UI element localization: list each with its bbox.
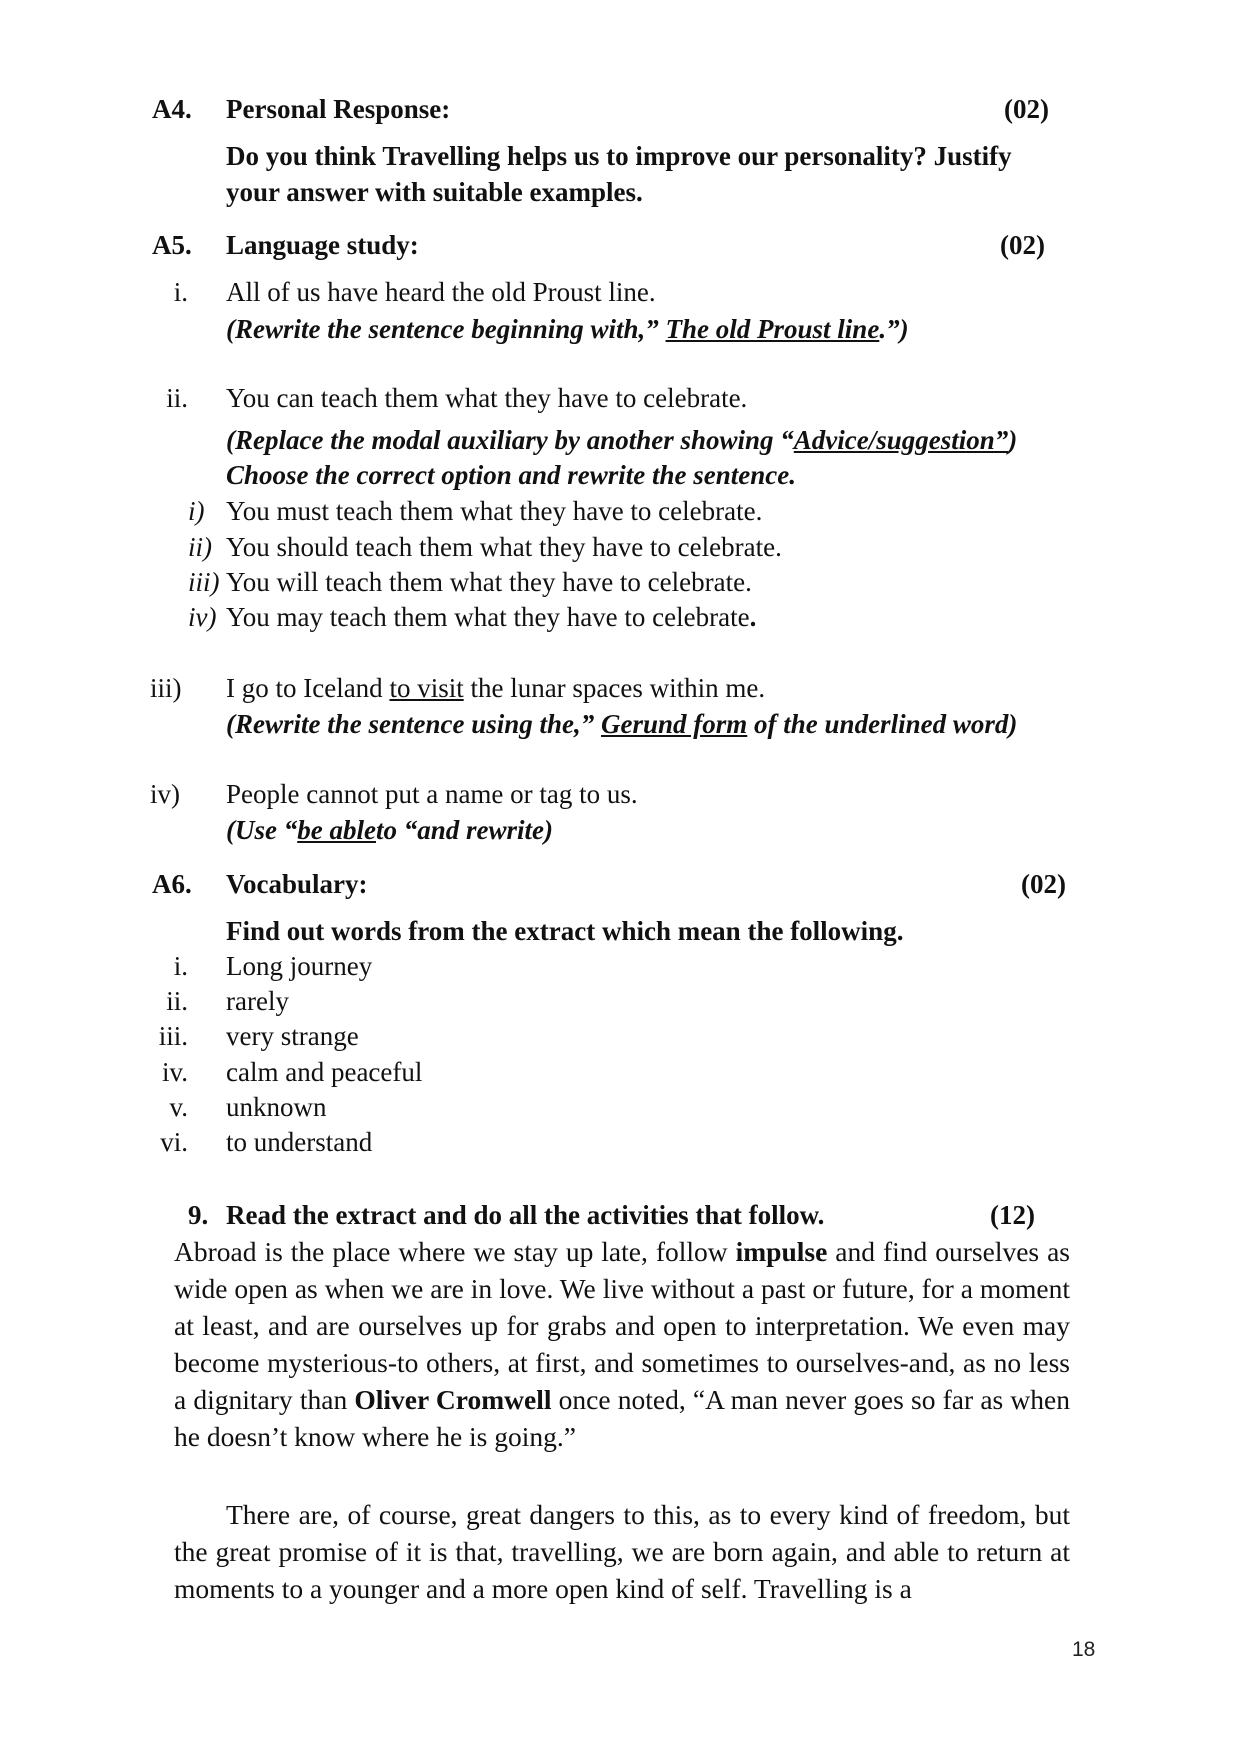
a5-q2-option-text: You will teach them what they have to celebrate. [226,567,752,597]
a5-q1-number: i. [173,277,188,307]
a5-q2-instruction-line2: Choose the correct option and rewrite the sentence. [226,460,796,490]
a5-q2-option-number: i) [188,496,205,526]
a5-q2-sentence: You can teach them what they have to celebrate. [226,383,748,413]
a6-item-number: i. [173,951,188,981]
a5-q2-option-number: iii) [188,567,220,597]
a5-q2-option-number: ii) [188,532,212,562]
a5-q1-sentence: All of us have heard the old Proust line. [226,277,656,307]
a5-q3-instruction: (Rewrite the sentence using the,” Gerund form of the underlined word) [226,709,1018,739]
a4-label: A4. [152,94,192,124]
a4-question-line2: your answer with suitable examples. [226,177,643,207]
a6-item-text: very strange [226,1021,359,1051]
a6-item-number: vi. [160,1127,188,1157]
a5-q2-option-number: iv) [188,602,217,632]
a5-q4-number: iv) [150,779,180,809]
a6-item-number: v. [169,1092,188,1122]
a4-marks: (02) [1004,94,1049,124]
a5-q4-instruction: (Use “be ableto “and rewrite) [226,815,553,845]
a6-item-text: rarely [226,986,289,1016]
a6-marks: (02) [1021,869,1066,899]
a5-label: A5. [152,230,192,260]
a5-q3-number: iii) [150,673,182,703]
a5-q2-number: ii. [166,383,188,413]
a6-item-text: to understand [226,1127,373,1157]
a6-item-text: Long journey [226,951,373,981]
a5-marks: (02) [1000,230,1045,260]
a6-item-text: unknown [226,1092,327,1122]
a6-item-number: iv. [162,1057,188,1087]
q9-title: Read the extract and do all the activities that follow. [226,1200,825,1230]
a5-q2-option-text: You may teach them what they have to celebrate. [226,602,757,632]
a5-q2-option-text: You should teach them what they have to celebrate. [226,532,782,562]
a6-item-number: ii. [166,986,188,1016]
a5-q1-instruction: (Rewrite the sentence beginning with,” The old Proust line.”) [226,314,909,344]
q9-number: 9. [188,1200,209,1230]
a6-title: Vocabulary: [226,869,368,899]
q9-marks: (12) [990,1200,1035,1230]
a5-q3-sentence: I go to Iceland to visit the lunar spaces within me. [226,673,766,703]
a5-q2-instruction: (Replace the modal auxiliary by another showing “Advice/suggestion”) [226,425,1018,455]
a6-item-text: calm and peaceful [226,1057,423,1087]
a5-q2-option-text: You must teach them what they have to celebrate. [226,496,763,526]
extract-paragraph-1: Abroad is the place where we stay up late, follow impulse and find ourselves as wide open as when we are in love. We live without a past or future, for a moment at least, and are ourselves up for grabs and open to interpretation. We even may become mysterious-to others, at first, and sometimes to ourselves-and, as no less a dignitary than Oliver Cromwell once noted, “A man never goes so far as when he doesn’t know where he is going.” [174,1236,1071,1452]
extract-paragraph-2: There are, of course, great dangers to this, as to every kind of freedom, but the great promise of it is that, travelling, we are born again, and able to return at moments to a younger and a more open kind of self. Travelling is a [174,1499,1070,1604]
a6-item-number: iii. [158,1021,188,1051]
page-number: 18 [1072,1638,1096,1661]
a6-instruction: Find out words from the extract which mean the following. [226,916,904,946]
a6-label: A6. [152,869,192,899]
a5-title: Language study: [226,230,419,260]
a4-title: Personal Response: [226,94,451,124]
a4-question-line1: Do you think Travelling helps us to improve our personality? Justify [226,141,1012,171]
a5-q4-sentence: People cannot put a name or tag to us. [226,779,638,809]
